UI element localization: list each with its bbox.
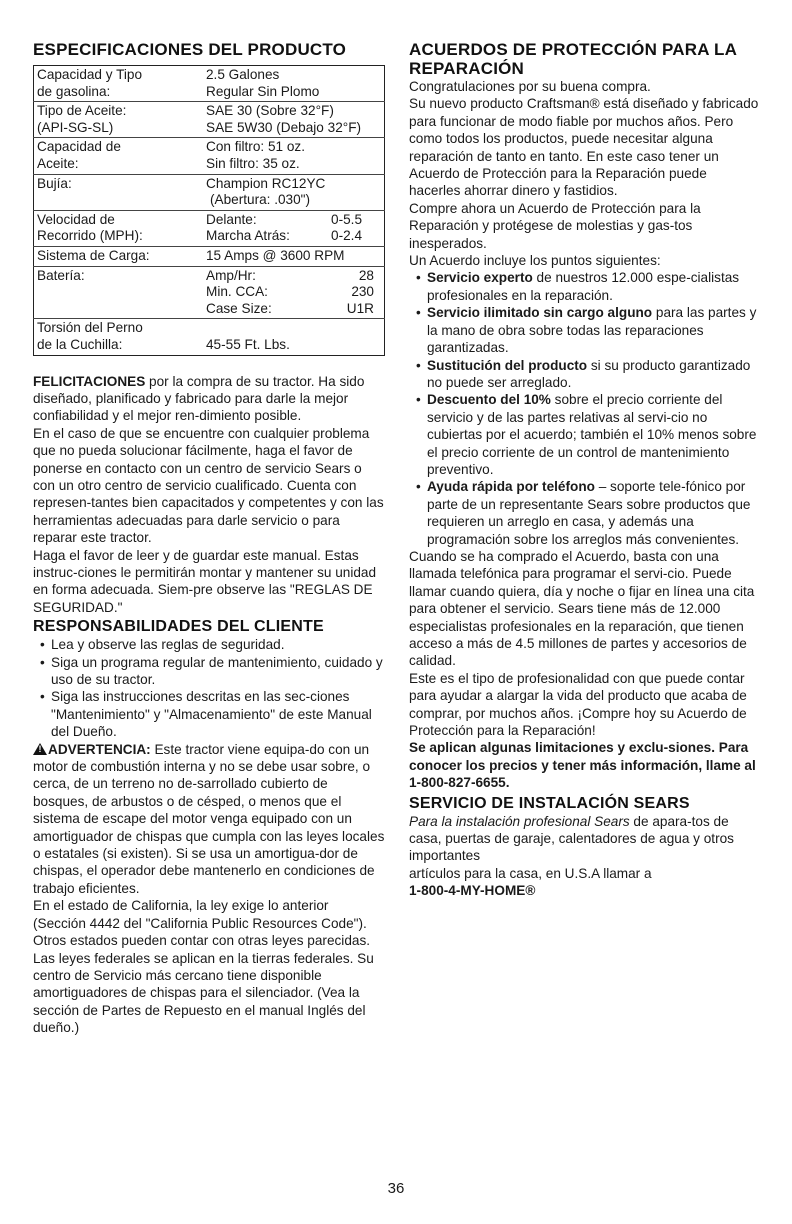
spec-value: 15 Amps @ 3600 RPM xyxy=(206,247,345,263)
table-row xyxy=(34,246,385,266)
list-item: • Sustitución del producto si su producto garantizado no puede ser arreglado. xyxy=(409,357,761,392)
spec-key: Bujía: xyxy=(37,175,72,191)
table-row xyxy=(34,102,385,138)
spec-key: Batería: xyxy=(37,267,85,283)
spec-key: de gasolina: xyxy=(37,83,111,99)
install-paragraph: Para la instalación profesional Sears de apara-tos de casa, puertas de garaje, calentadores de agua y otros importantes xyxy=(409,813,734,864)
protection-paragraph: Compre ahora un Acuerdo de Protección para la Reparación y protégese de molestias y gas-tos inesperados. xyxy=(409,200,701,251)
spec-key: Recorrido (MPH): xyxy=(37,228,143,244)
list-item: • Siga las instrucciones descritas en las sec-ciones "Mantenimiento" y "Almacenamiento" de este Manual del Dueño. xyxy=(33,688,385,740)
manual-paragraph: Haga el favor de leer y de guardar este manual. Estas instruc-ciones le permitirán montar y mantener su unidad en forma adecuada. Siem-pre observe las "REGLAS DE SEGURIDAD." xyxy=(33,547,377,615)
spec-key: Torsión del Perno xyxy=(37,320,143,336)
warning-paragraph xyxy=(33,741,385,898)
protection-paragraph: Un Acuerdo incluye los puntos siguientes: xyxy=(409,253,661,269)
spec-key: de la Cuchilla: xyxy=(37,336,123,352)
spec-heading: ESPECIFICACIONES DEL PRODUCTO xyxy=(33,40,347,59)
responsibilities-list xyxy=(33,636,385,740)
left-column xyxy=(33,40,385,1037)
spec-value: Amp/Hr: 28 xyxy=(206,267,374,283)
list-item: • Ayuda rápida por teléfono – soporte tele-fónico por parte de un representante Sears sobre productos que requieren un arreglo en casa, y además una programación sobre los arreglos más convenientes. xyxy=(409,478,761,548)
table-row xyxy=(34,174,385,210)
install-phone: 1-800-4-MY-HOME® xyxy=(409,883,536,899)
install-line: artículos para la casa, en U.S.A llamar a xyxy=(409,865,652,881)
service-paragraph: En el caso de que se encuentre con cualquier problema que no pueda solucionar fácilmente, haga el favor de ponerse en contacto con un centro de servicio Sears o con un otro centro de servicio cualificado. Cuenta con represen-tantes bien capacitados y competentes y con las herramientas adecuadas para darle servicio o para reparar este tractor. xyxy=(33,425,384,546)
table-row xyxy=(34,66,385,102)
responsibilities-heading: RESPONSABILIDADES DEL CLIENTE xyxy=(33,618,324,636)
install-heading: SERVICIO DE INSTALACIÓN SEARS xyxy=(409,794,690,812)
warning-label: ADVERTENCIA: xyxy=(48,741,151,757)
protection-paragraph: Este es el tipo de profesionalidad con que puede contar para ayudar a alargar la vida del producto que acaba de comprar, por muchos años. ¡Compre hoy su Acuerdo de Protección para la Reparación! xyxy=(409,670,747,739)
table-row xyxy=(34,319,385,355)
spec-value: (Abertura: .030") xyxy=(210,192,311,208)
spec-key: Sistema de Carga: xyxy=(37,247,150,263)
spec-value: Champion RC12YC xyxy=(206,175,326,191)
list-item: • Descuento del 10% sobre el precio corriente del servicio y de las partes relativas al servi-cio no cubiertas por el acuerdo; también el 10% menos sobre el precio corriente de un control de mantenimiento preventivo. xyxy=(409,391,761,478)
spec-key: Capacidad y Tipo xyxy=(37,67,143,82)
spec-value: Case Size: U1R xyxy=(206,300,374,316)
list-item: • Lea y observe las reglas de seguridad. xyxy=(33,636,385,653)
list-item: • Siga un programa regular de mantenimiento, cuidado y uso de su tractor. xyxy=(33,654,385,689)
spec-value: Delante: 0-5.5 xyxy=(206,211,362,227)
warning-icon: ! xyxy=(33,743,47,755)
congrats-text: por la compra de su tractor. Ha sido diseñado, planificado y fabricado para darle la mejor confiabilidad y el mejor ren-dimiento posible. xyxy=(33,373,365,424)
table-row xyxy=(34,138,385,174)
spec-value: Regular Sin Plomo xyxy=(206,83,320,99)
list-item: • Servicio experto de nuestros 12.000 espe-cialistas profesionales en la reparación. xyxy=(409,269,761,304)
protection-heading: ACUERDOS DE PROTECCIÓN PARA LA REPARACIÓN xyxy=(409,40,737,78)
congrats-label: FELICITACIONES xyxy=(33,373,146,389)
table-row xyxy=(34,210,385,246)
spec-key: Velocidad de xyxy=(37,211,115,227)
california-paragraph: En el estado de California, la ley exige lo anterior (Sección 4442 del "California Public Resources Code"). Otros estados pueden contar con otras leyes parecidas. Las leyes federales se aplican en la tierras federales. Su centro de Servicio más cercano tiene disponible amortiguadores de chispas para el silenciador. (Vea la sección de Partes de Repuesto en el manual Inglés del dueño.) xyxy=(33,898,374,1036)
spec-value: SAE 30 (Sobre 32°F) xyxy=(206,103,334,119)
limitations-notice: Se aplican algunas limitaciones y exclu-siones. Para conocer los precios y tener más información, llame al 1-800-827-6655. xyxy=(409,740,756,791)
protection-paragraph: Su nuevo producto Craftsman® está diseñado y fabricado para funcionar de modo fiable por muchos años. Pero como todos los productos, puede necesitar alguna reparación de tanto en tanto. En este caso tener un Acuerdo de Protección para la Reparación puede hacerles ahorrar dinero y fastidios. xyxy=(409,96,759,199)
spec-table xyxy=(33,65,385,356)
spec-value: Marcha Atrás: 0-2.4 xyxy=(206,228,362,244)
right-column xyxy=(409,40,761,900)
spec-value: Min. CCA: 230 xyxy=(206,284,374,300)
spec-key: Tipo de Aceite: xyxy=(37,103,127,119)
spec-value: 45-55 Ft. Lbs. xyxy=(206,336,290,352)
spec-value: 2.5 Galones xyxy=(206,67,280,82)
list-item: • Servicio ilimitado sin cargo alguno para las partes y la mano de obra sobre todas las reparaciones garantizadas. xyxy=(409,304,761,356)
protection-paragraph: Congratulaciones por su buena compra. xyxy=(409,79,651,94)
protection-paragraph: Cuando se ha comprado el Acuerdo, basta con una llamada telefónica para programar el servi-cio. Puede llamar cuando quiera, día y noche o fijar en línea una cita para obtener el servicio. Sears tiene más de 12.000 especialistas profesionales en la reparación, que tienen acceso a más de 4.5 millones de partes y accesorios de calidad. xyxy=(409,548,755,669)
warning-text: Este tractor viene equipa-do con un motor de combustión interna y no se debe usar sobre, o cerca, de un terreno no de-sarrollado cubierto de bosques, de arbustos o de césped, o menos que el sistema de escape del motor venga equipado con un amortiguador de chispas que cumpla con las leyes locales o estatales (si existen). Si se usa un amortigua-dor de chispas, el operador debe mantenerlo en condiciones de trabajo eficientes. xyxy=(33,741,385,896)
page-number: 36 xyxy=(387,1180,405,1197)
spec-key: (API-SG-SL) xyxy=(37,119,114,135)
spec-key: Aceite: xyxy=(37,155,79,171)
spec-value: Sin filtro: 35 oz. xyxy=(206,155,300,171)
spec-value: SAE 5W30 (Debajo 32°F) xyxy=(206,119,362,135)
table-row xyxy=(34,266,385,319)
spec-key: Capacidad de xyxy=(37,139,121,155)
benefits-list xyxy=(409,269,761,548)
spec-value: Con filtro: 51 oz. xyxy=(206,139,305,155)
congrats-paragraph xyxy=(33,373,385,425)
